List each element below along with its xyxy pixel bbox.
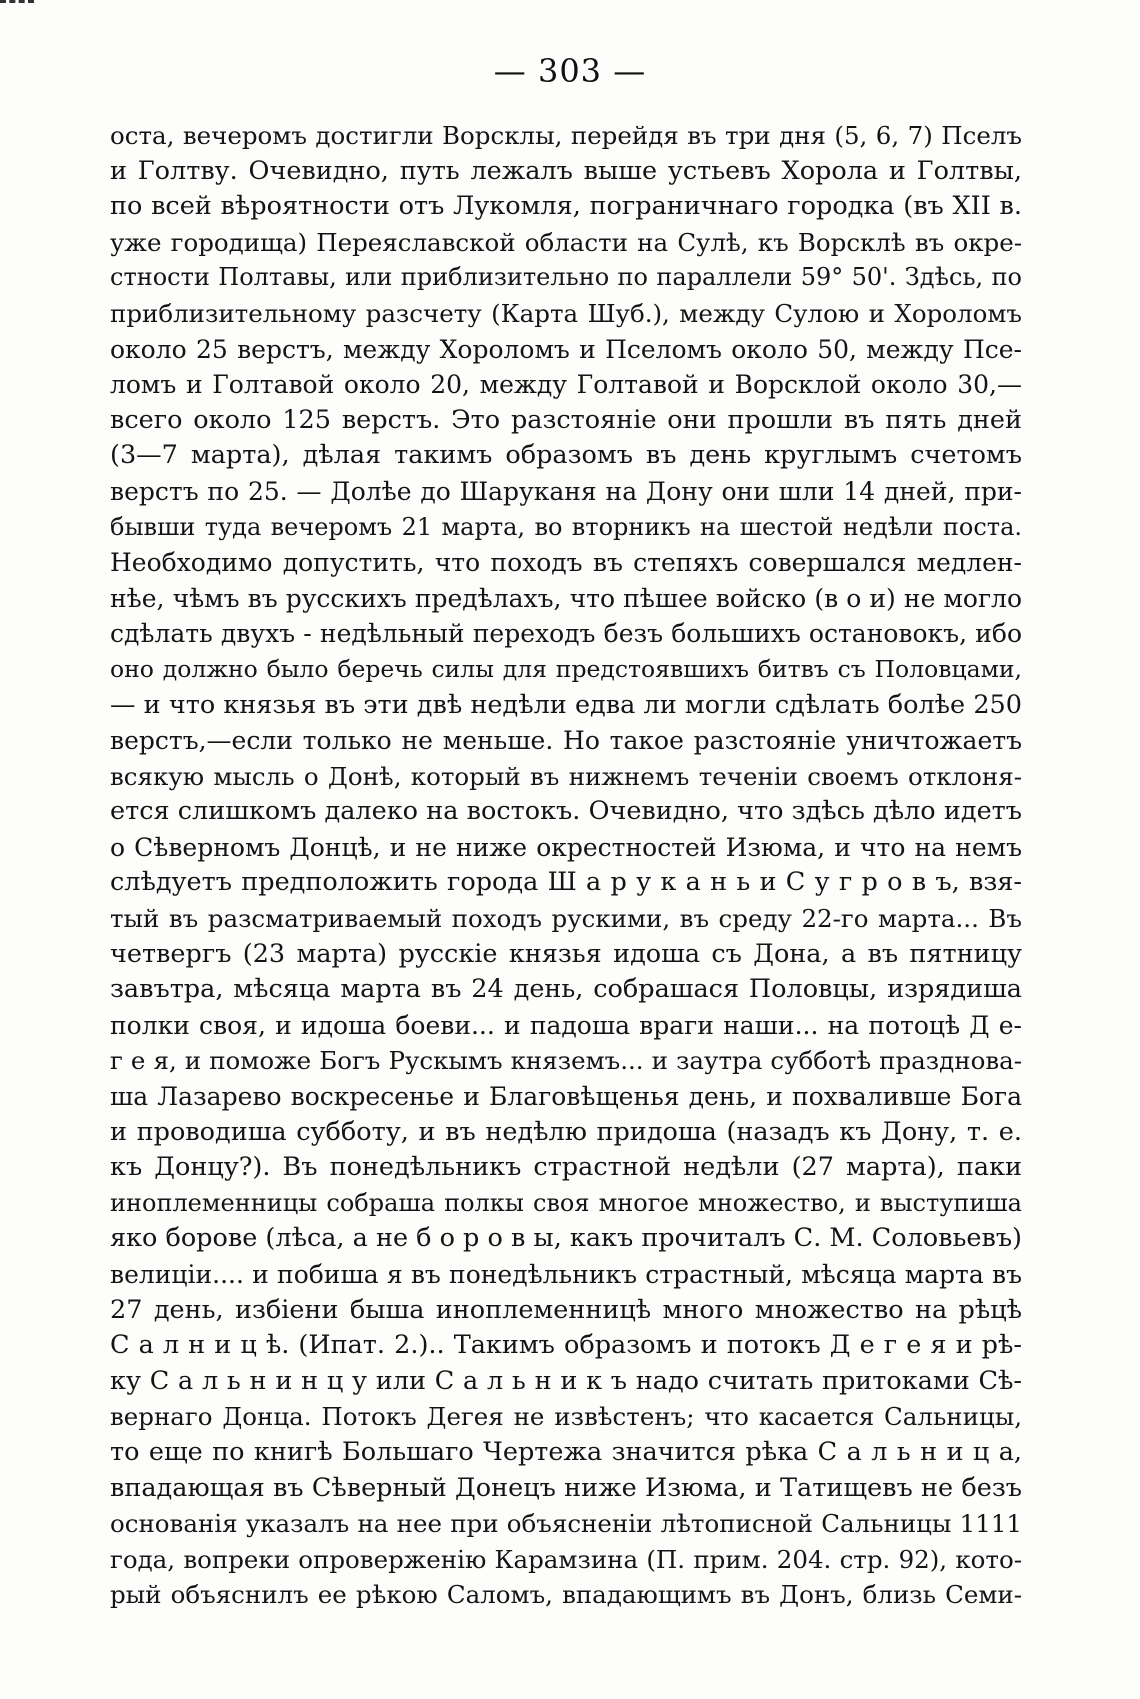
text-line: (3—7 марта), дѣлая такимъ образомъ въ день круглымъ счетомъ bbox=[110, 440, 1022, 471]
text-line: о Сѣверномъ Донцѣ, и не ниже окрестностей Изюма, и что на немъ bbox=[110, 832, 1022, 862]
text-line: ку С а л ь н и н ц у или С а л ь н и к ъ надо считать притоками Сѣ- bbox=[110, 1365, 1022, 1396]
text-line: оста, вечеромъ достигли Ворсклы, перейдя въ три дня (5, 6, 7) Пселъ bbox=[110, 121, 1022, 150]
text-line: то еще по книгѣ Большаго Чертежа значится рѣка С а л ь н и ц а, bbox=[110, 1436, 1022, 1467]
text-line: приблизительному разсчету (Карта Шуб.), между Сулою и Хороломъ bbox=[110, 298, 1022, 328]
text-line: яко борове (лѣса, а не б о р о в ы, какъ прочиталъ С. М. Соловьевъ) bbox=[110, 1223, 1022, 1254]
text-line: стности Полтавы, или приблизительно по параллели 59° 50'. Здѣсь, по bbox=[110, 263, 1022, 292]
text-line: ется слишкомъ далеко на востокъ. Очевидно, что здѣсь дѣло идетъ bbox=[110, 796, 1022, 827]
text-line: бывши туда вечеромъ 21 марта, во вторникъ на шестой недѣли поста. bbox=[110, 512, 1022, 541]
text-line: слѣдуетъ предположить города Ш а р у к а н ь и С у г р о в ъ, взя- bbox=[110, 867, 1022, 898]
text-line: уже городища) Переяславской области на Сулѣ, къ Ворсклѣ въ окре- bbox=[110, 227, 1022, 257]
text-line: Необходимо допустить, что походъ въ степяхъ совершался медлен- bbox=[110, 548, 1022, 578]
text-line: и Голтву. Очевидно, путь лежалъ выше устьевъ Хорола и Голтвы, bbox=[110, 155, 1022, 186]
text-line: основанія указалъ на нее при объясненіи лѣтописной Сальницы 1111 bbox=[110, 1509, 1022, 1539]
text-line: ломъ и Голтавой около 20, между Голтавой и Ворсклой около 30,— bbox=[110, 370, 1022, 400]
text-line: верстъ,—если только не меньше. Но такое разстояніе уничтожаетъ bbox=[110, 726, 1022, 756]
text-line: оно должно было беречь силы для предстоявшихъ битвъ съ Половцами, bbox=[110, 654, 1022, 683]
text-line: вернаго Донца. Потокъ Дегея не извѣстенъ; что касается Сальницы, bbox=[110, 1402, 1022, 1432]
text-line: велицiи.... и побиша я въ понедѣльникъ страстный, мѣсяца марта въ bbox=[110, 1260, 1022, 1289]
text-line: иноплеменницы собраша полкы своя многое множество, и выступиша bbox=[110, 1188, 1022, 1217]
text-line: рый объяснилъ ее рѣкою Саломъ, впадающимъ въ Донъ, близь Семи- bbox=[110, 1580, 1022, 1610]
text-line: всякую мысль о Донѣ, который въ нижнемъ теченіи своемъ отклоня- bbox=[110, 761, 1022, 791]
scan-corner-mark bbox=[0, 0, 34, 9]
text-line: завътра, мѣсяца марта въ 24 день, собрашася Половцы, изрядиша bbox=[110, 974, 1022, 1005]
text-line: около 25 верстъ, между Хороломъ и Пселомъ около 50, между Псе- bbox=[110, 334, 1022, 364]
body-text bbox=[110, 118, 1022, 1613]
text-line: всего около 125 верстъ. Это разстояніе они прошли въ пять дней bbox=[110, 404, 1022, 435]
text-line: и проводиша субботу, и въ недѣлю придоша (назадъ къ Дону, т. е. bbox=[110, 1116, 1022, 1147]
text-line: полки своя, и идоша боеви... и падоша враги наши... на потоцѣ Д е- bbox=[110, 1010, 1022, 1040]
text-line: по всей вѣроятности отъ Лукомля, пограничнаго городка (въ XII в. bbox=[110, 191, 1022, 222]
text-line: верстъ по 25. — Долѣе до Шаруканя на Дону они шли 14 дней, при- bbox=[110, 476, 1022, 506]
text-line: сдѣлать двухъ - недѣльный переходъ безъ большихъ остановокъ, ибо bbox=[110, 619, 1022, 649]
text-line: 27 день, избіени быша иноплеменницѣ много множество на рѣцѣ bbox=[110, 1294, 1022, 1325]
text-line: впадающая въ Сѣверный Донецъ ниже Изюма, и Татищевъ не безъ bbox=[110, 1472, 1022, 1503]
text-line: года, вопреки опроверженію Карамзина (П. прим. 204. стр. 92), кото- bbox=[110, 1544, 1022, 1574]
page-number: — 303 — bbox=[493, 52, 647, 90]
text-line: тый въ разсматриваемый походъ рускими, въ среду 22-го марта... Въ bbox=[110, 904, 1022, 934]
text-line: четвергъ (23 марта) русскіе князья идоша съ Дона, а въ пятницу bbox=[110, 938, 1022, 969]
text-line: г е я, и поможе Богъ Рускымъ княземъ... и заутра субботѣ празднова- bbox=[110, 1046, 1022, 1076]
text-line: — и что князья въ эти двѣ недѣли едва ли могли сдѣлать болѣе 250 bbox=[110, 689, 1022, 720]
text-line: С а л н и ц ѣ. (Ипат. 2.).. Такимъ образомъ и потокъ Д е г е я и рѣ- bbox=[110, 1330, 1022, 1361]
text-line: нѣе, чѣмъ въ русскихъ предѣлахъ, что пѣшее войско (в о и) не могло bbox=[110, 583, 1022, 613]
text-line: ша Лазарево воскресенье и Благовѣщенья день, и похваливше Бога bbox=[110, 1082, 1022, 1112]
text-line: къ Донцу?). Въ понедѣльникъ страстной недѣли (27 марта), паки bbox=[110, 1152, 1022, 1183]
